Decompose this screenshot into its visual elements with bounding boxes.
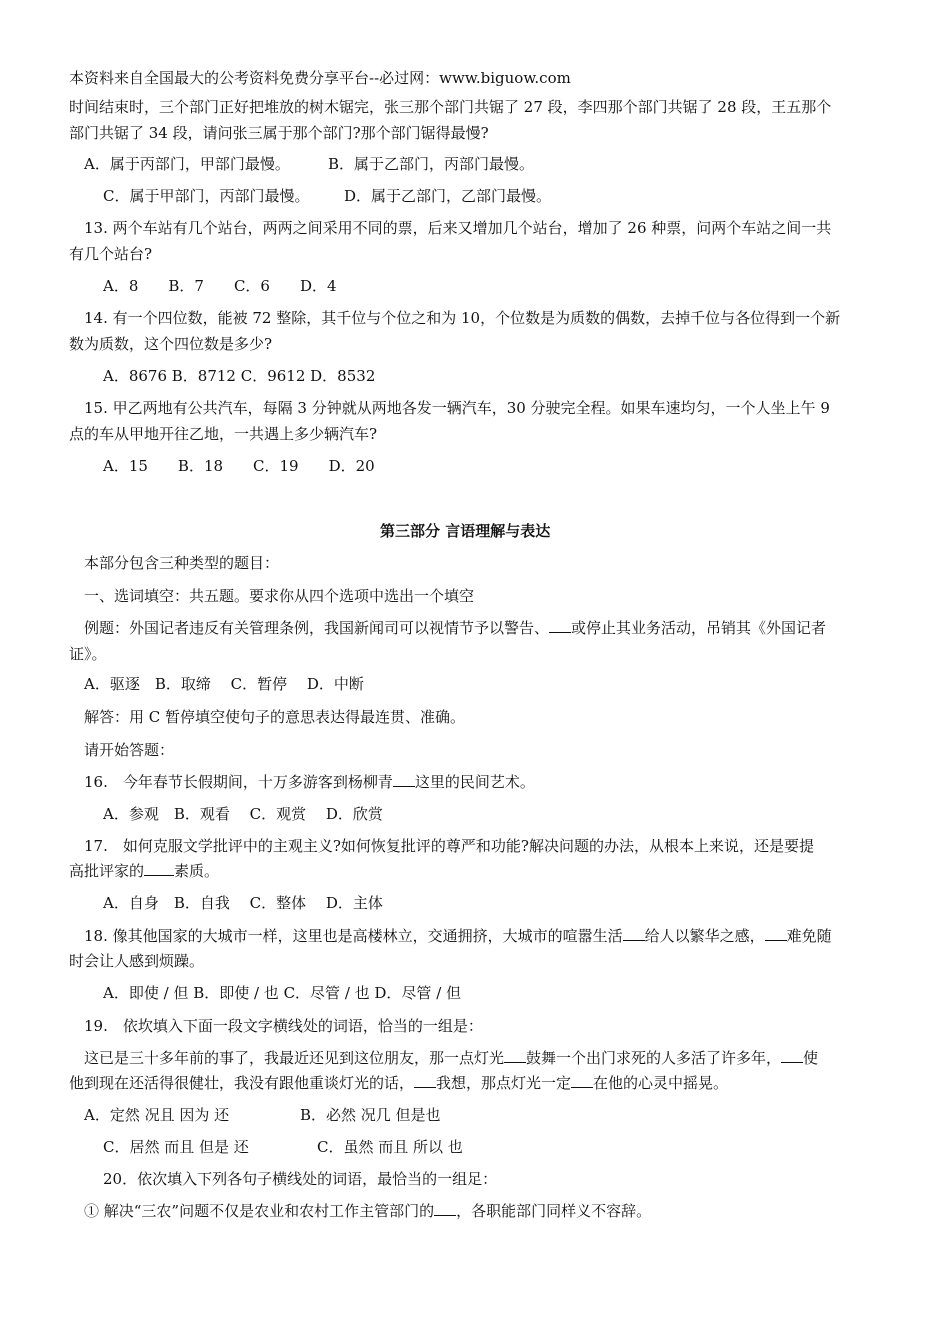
q14-options: A．8676 B．8712 C．9612 D．8532 — [103, 367, 376, 385]
q17-text-part-a: 高批评家的 — [69, 862, 145, 880]
blank-line — [765, 926, 787, 941]
example-answer: 解答：用 C 暂停填空使句子的意思表达得最连贯、准确。 — [84, 708, 466, 726]
blank-line — [504, 1048, 526, 1063]
q16-text — [84, 771, 535, 793]
q12-text-line1: 时间结束时，三个部门正好把堆放的树木锯完，张三那个部门共锯了 27 段，李四那个部门共锯了 28 段，王五那个 — [69, 98, 832, 116]
q17-text-line1: 17. 如何克服文学批评中的主观主义?如何恢复批评的尊严和功能?解决问题的办法，从根本上来说，还是要提 — [84, 837, 814, 855]
q19-passage-part-a: 这已是三十多年前的事了，我最近还见到这位朋友，那一点灯光 — [84, 1049, 505, 1067]
blank-line — [414, 1073, 436, 1088]
q16-options: A．参观 B．观看 C．观赏 D．欣赏 — [103, 805, 383, 823]
q18-text-part-c: 难免随 — [786, 927, 832, 945]
q12-option-b: B．属于乙部门，丙部门最慢。 — [328, 155, 535, 173]
q14-text-line2: 数为质数，这个四位数是多少? — [69, 335, 273, 353]
q18-options: A．即使 / 但 B．即使 / 也 C．尽管 / 也 D．尽管 / 但 — [103, 984, 462, 1002]
blank-line — [781, 1048, 803, 1063]
blank-line — [393, 772, 415, 787]
q13-text-line1: 13. 两个车站有几个站台，两两之间采用不同的票，后来又增加几个站台，增加了 26 种票，问两个车站之间一共 — [84, 219, 832, 237]
q16-text-part-a: 16. 今年春节长假期间，十万多游客到杨柳青 — [84, 773, 393, 791]
blank-line — [549, 618, 571, 633]
q19-passage-part-c: 使 — [803, 1049, 819, 1067]
blank-line — [144, 861, 174, 876]
q13-options: A．8 B．7 C．6 D．4 — [103, 277, 337, 295]
example-line1-part-b: 或停止其业务活动，吊销其《外国记者 — [571, 619, 827, 637]
section-intro-1: 本部分包含三种类型的题目： — [84, 554, 280, 572]
q19-passage-part-e: 我想，那点灯光一定 — [436, 1074, 572, 1092]
example-line2: 证》。 — [69, 645, 107, 663]
q18-text-line2: 时会让人感到烦躁。 — [69, 952, 205, 970]
blank-line — [571, 1073, 593, 1088]
q12-option-d: D．属于乙部门，乙部门最慢。 — [344, 187, 552, 205]
section-intro-2: 一、选词填空：共五题。要求你从四个选项中选出一个填空 — [84, 587, 475, 605]
q12-option-a: A．属于丙部门，甲部门最慢。 — [84, 155, 290, 173]
blank-line — [434, 1201, 456, 1216]
q20-text: 20．依次填入下列各句子横线处的词语，最恰当的一组足： — [103, 1170, 498, 1188]
start-prompt: 请开始答题： — [84, 741, 175, 759]
q19-passage-part-b: 鼓舞一个出门求死的人多活了许多年， — [526, 1049, 782, 1067]
q17-text-line2 — [69, 860, 219, 882]
q20-item-1-part-a: ① 解决“三农”问题不仅是农业和农村工作主管部门的 — [84, 1202, 435, 1220]
q13-text-line2: 有几个站台? — [69, 245, 153, 263]
q15-text-line1: 15. 甲乙两地有公共汽车，每隔 3 分钟就从两地各发一辆汽车，30 分驶完全程。如果车速均匀，一个人坐上午 9 — [84, 399, 830, 417]
q19-option-b: B．必然 况几 但是也 — [300, 1106, 441, 1124]
q12-option-c: C．属于甲部门，丙部门最慢。 — [103, 187, 310, 205]
q17-options: A．自身 B．自我 C．整体 D．主体 — [103, 894, 383, 912]
q12-text-line2: 部门共锯了 34 段，请问张三属于那个部门?那个部门锯得最慢? — [69, 124, 489, 142]
blank-line — [623, 926, 645, 941]
q16-text-part-b: 这里的民间艺术。 — [414, 773, 535, 791]
q19-option-d: C．虽然 而且 所以 也 — [317, 1138, 463, 1156]
example-line1 — [84, 617, 826, 639]
section-title: 第三部分 言语理解与表达 — [380, 522, 551, 540]
q19-text: 19. 依坎填入下面一段文字横线处的词语，恰当的一组是： — [84, 1017, 483, 1035]
q19-passage-line1 — [84, 1047, 818, 1069]
q15-text-line2: 点的车从甲地开往乙地，一共遇上多少辆汽车? — [69, 425, 378, 443]
q18-text-line1 — [84, 925, 832, 947]
q18-text-part-b: 给人以繁华之感， — [644, 927, 765, 945]
q20-item-1 — [84, 1200, 651, 1222]
q19-passage-part-d: 他到现在还活得很健壮，我没有跟他重谈灯光的话， — [69, 1074, 415, 1092]
q19-option-a: A．定然 况且 因为 还 — [84, 1106, 230, 1124]
q19-option-c: C．居然 而且 但是 还 — [103, 1138, 249, 1156]
q17-text-part-b: 素质。 — [174, 862, 220, 880]
q14-text-line1: 14. 有一个四位数，能被 72 整除，其千位与个位之和为 10，个位数是为质数的偶数，去掉千位与各位得到一个新 — [84, 309, 841, 327]
q19-passage-part-f: 在他的心灵中摇晃。 — [593, 1074, 729, 1092]
example-line1-part-a: 例题：外国记者违反有关管理条例，我国新闻司可以视情节予以警告、 — [84, 619, 550, 637]
q18-text-part-a: 18. 像其他国家的大城市一样，这里也是高楼林立，交通拥挤，大城市的喧嚣生活 — [84, 927, 623, 945]
q20-item-1-part-b: ，各职能部门同样义不容辞。 — [456, 1202, 652, 1220]
q19-passage-line2 — [69, 1072, 728, 1094]
header-source-line: 本资料来自全国最大的公考资料免费分享平台--必过网：www.biguow.com — [69, 69, 571, 87]
example-options: A．驱逐 B．取缔 C．暂停 D．中断 — [84, 675, 364, 693]
q15-options: A．15 B．18 C．19 D．20 — [103, 457, 375, 475]
